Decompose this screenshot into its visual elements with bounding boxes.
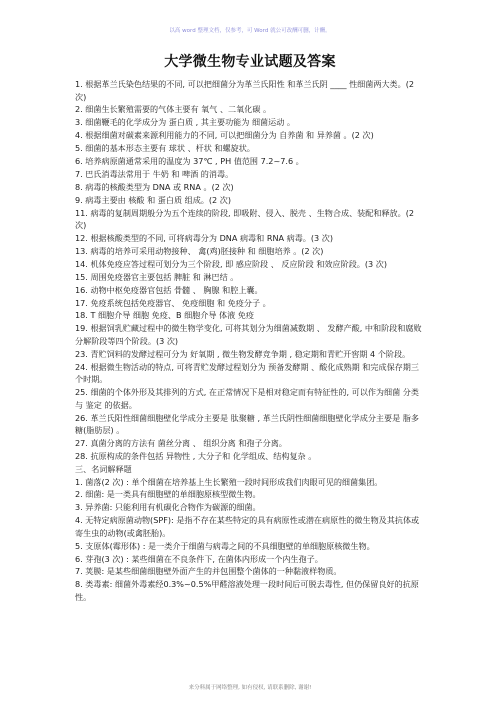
document-body	[75, 78, 425, 604]
term-definition: 3. 异养菌: 只能利用有机碳化合物作为碳源的细菌。	[75, 502, 261, 513]
question-item: 8. 病毒的核酸类型为 DNA 或 RNA 。(2 次)	[75, 181, 234, 192]
header-note: 以高 word 整理文档，仅参考，可 Word 就公可改酬可删，计酬。	[169, 28, 331, 34]
question-item: 11. 病毒的复制周期般分为五个连续的阶段, 即吸附、侵入、脱壳 、生物合成、装配和释放。(2 次)	[75, 207, 415, 231]
question-item: 7. 巴氏消毒法常用于 牛奶 和 啤酒 的消毒。	[75, 168, 234, 179]
question-item: 18. T 细胞介导 细胞 免疫、B 细胞介导 体液 免疫	[75, 310, 254, 321]
question-item: 6. 培养病原菌通常采用的温度为 37℃ , PH 值范围 7.2~7.6 。	[75, 156, 304, 167]
question-item: 9. 病毒主要由 核酸 和 蛋白质 组成。(2 次)	[75, 194, 232, 205]
question-item: 1. 根据革兰氏染色结果的不同, 可以把细菌分为革兰氏阳性 和革兰氏阴 ____ 性细菌两大类。(2 次)	[75, 79, 415, 102]
term-definition: 6. 芽孢(3 次) : 某些细菌在不良条件下, 在菌体内形成一个内生孢子。	[75, 553, 323, 564]
question-item: 15. 周围免疫器官主要包括 脾脏 和 淋巴结 。	[75, 271, 239, 282]
question-item: 19. 根据饲乳贮藏过程中的微生物学变化, 可将其划分为细菌减数期 、 发酵产酸, 中和阶段和腐败分解阶段等四个阶段。(3 次)	[75, 323, 422, 346]
question-item: 2. 细菌生长繁殖需要的气体主要有 氧气 、二氧化碳 。	[75, 104, 272, 115]
term-definition: 5. 支原体(霉形体) : 是一类介于细菌与病毒之间的不具细胞壁的单细胞原核微生物。	[75, 540, 375, 551]
question-item: 24. 根据微生物活动的特点, 可将青贮发酵过程划分为 预备发酵期 、酸化成熟期 和完成保存期三个时期。	[75, 361, 419, 385]
question-item: 26. 革兰氏阳性细菌细胞壁化学成分主要是 肽聚糖 , 革兰氏阴性细菌细胞壁化学成分主要是 脂多糖(脂肪层) 。	[75, 412, 419, 436]
question-item: 28. 抗原构成的条件包括 异物性 , 大分子和 化学组成、结构复杂 。	[75, 451, 317, 462]
question-item: 12. 根据核酸类型的不同, 可将病毒分为 DNA 病毒和 RNA 病毒。(3 次)	[75, 233, 334, 244]
question-item: 23. 青贮饲料的发酵过程可分为 好氧期 , 微生物发酵竞争期 , 稳定期和青贮开窖期 4 个阶段。	[75, 348, 411, 359]
term-definition: 2. 细菌: 是一类具有细胞壁的单细胞原核型微生物。	[75, 489, 261, 500]
footer-note: 来分料属于网络整理, 如有侵权, 请联系删除, 谢谢!	[188, 685, 312, 691]
question-item: 5. 细菌的基本形态主要有 球状 、杆状 和螺旋状。	[75, 143, 255, 154]
question-item: 13. 病毒的培养可采用动物接种、 禽(鸡)胚接种 和 细胞培养 。(2 次)	[75, 245, 324, 256]
question-item: 25. 细菌的个体外形及其排列的方式, 在正常情况下是相对稳定而有特征性的, 可以作为细菌 分类 与 鉴定 的依据。	[75, 387, 419, 410]
question-item: 27. 真菌分离的方法有 菌丝分离 、 组织分离 和孢子分离。	[75, 438, 287, 449]
question-item: 17. 免疫系统包括免疫器官、 免疫细胞 和 免疫分子 。	[75, 297, 271, 308]
term-definition: 8. 类毒素: 细菌外毒素经0.3%~0.5%甲醛溶液处理一段时间后可脱去毒性, 但仍保留良好的抗原性。	[75, 579, 419, 602]
term-definition: 1. 菌落(2 次) : 单个细菌在培养基上生长繁殖一段时间形成我们肉眼可见的细菌集团。	[75, 476, 383, 487]
section-heading: 三、名词解释题	[75, 463, 132, 474]
term-definition: 4. 无特定病原菌动物(SPF): 是指不存在某些特定的具有病原性或潜在病原性的微生物及其抗体或寄生虫的动物(或禽胚胎)。	[75, 515, 420, 538]
question-item: 14. 机体免疫应答过程可划分为三个阶段, 即 感应阶段 、 反应阶段 和效应阶段。(3 次)	[75, 258, 388, 269]
term-definition: 7. 荚膜: 是某些细菌细胞壁外面产生的并包围整个菌体的一种黏液样物质。	[75, 566, 342, 577]
question-item: 16. 动物中枢免疫器官包括 骨髓 、 胸腺 和腔上囊。	[75, 284, 263, 295]
document-title: 大学微生物专业试题及答案	[164, 54, 336, 70]
question-item: 3. 细菌鞭毛的化学成分为 蛋白质 , 其主要功能为 细菌运动 。	[75, 117, 295, 128]
question-item: 4. 根据细菌对碳素来源利用能力的不同, 可以把细菌分为 自养菌 和 异养菌 。(2 次)	[75, 130, 374, 141]
